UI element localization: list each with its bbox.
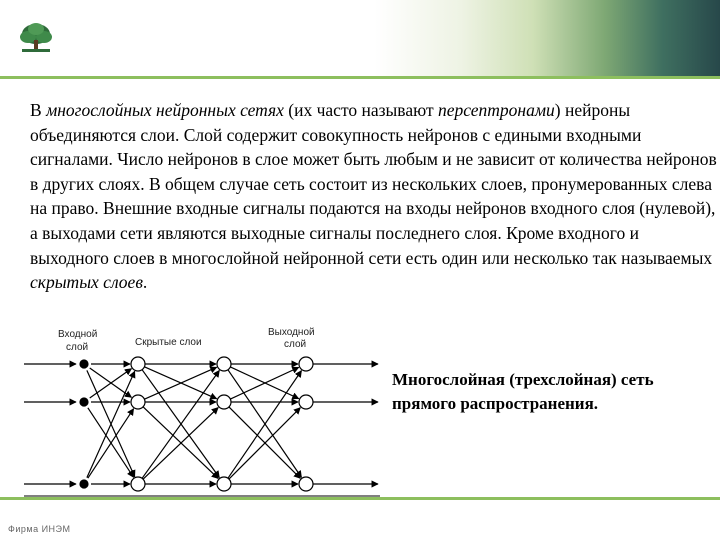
hidden-neuron <box>217 357 231 371</box>
header-divider <box>0 76 720 79</box>
hidden-layers-label: Скрытые слои <box>135 337 202 348</box>
hidden-neuron <box>131 477 145 491</box>
header-band <box>0 0 720 76</box>
output-layer-label: Выходной <box>268 327 315 338</box>
tree-icon <box>16 20 56 56</box>
output-layer-label-2: слой <box>284 339 307 350</box>
hidden-neuron <box>217 477 231 491</box>
input-neuron <box>80 360 88 368</box>
text-segment: ) нейроны объединяются слои. Слой содержит совокупность нейронов с едиными входными сигналами. Число нейронов в слое может быть любым и не зависит от количества нейронов в других слоях. В общем случае сеть состоит из нескольких слоев, пронумерованных слева на право. Внешние входные сигналы подаются на входы нейронов входного слоя (нулевой), а выходами сети являются выходные сигналы последнего слоя. Кроме входного и выходного слоев в многослойной нейронной сети есть один или несколько так называемых <box>30 100 717 268</box>
input-layer-label-2: слой <box>66 342 89 353</box>
hidden-neuron <box>217 395 231 409</box>
neuron-network <box>24 357 378 491</box>
term-perceptrons: персептронами <box>437 100 555 120</box>
text-segment: (их часто называют <box>283 100 438 120</box>
hidden-neuron <box>131 395 145 409</box>
input-neuron <box>80 398 88 406</box>
output-neuron <box>299 395 313 409</box>
term-hidden-layers: скрытых слоев <box>30 272 143 293</box>
main-paragraph <box>30 98 720 295</box>
network-diagram <box>22 322 384 498</box>
footer-divider <box>0 497 720 500</box>
term-multilayer-networks: многослойных нейронных сетях <box>46 100 284 120</box>
text-segment: . <box>142 272 148 293</box>
footer-text: Фирма ИНЭМ <box>8 524 71 534</box>
figure-caption: Многослойная (трехслойная) сеть прямого распространения. <box>392 370 654 413</box>
input-layer-label: Входной <box>58 329 98 340</box>
input-neuron <box>80 480 88 488</box>
hidden-neuron <box>131 357 145 371</box>
output-neuron <box>299 357 313 371</box>
text-segment: В <box>30 100 47 120</box>
output-neuron <box>299 477 313 491</box>
